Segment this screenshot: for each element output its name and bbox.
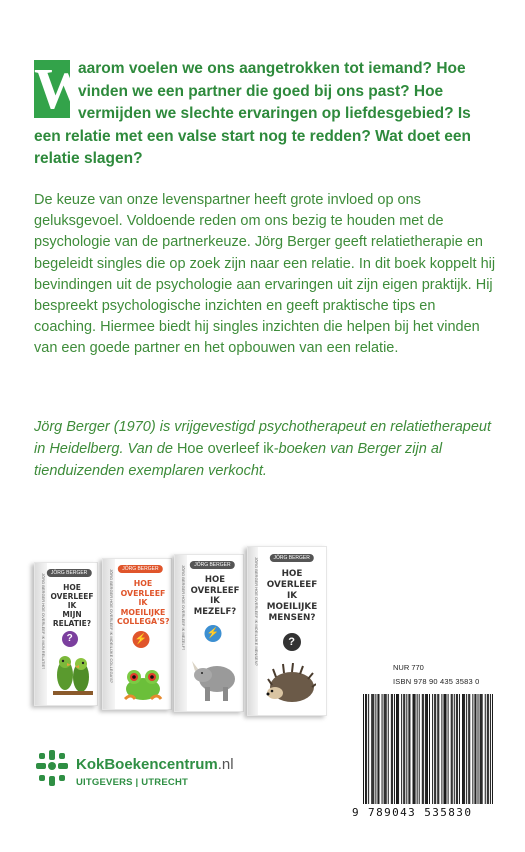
barcode-bar	[392, 694, 393, 804]
author-pill: JÖRG BERGER	[190, 561, 234, 569]
barcode-bar	[454, 694, 455, 804]
barcode-bar	[468, 694, 469, 804]
barcode-bar	[475, 694, 476, 804]
barcode-bar	[464, 694, 465, 804]
barcode-bar	[415, 694, 416, 804]
speech-bubble-icon: ⚡	[205, 625, 222, 642]
barcode-bar	[368, 694, 369, 804]
barcode-bar	[398, 694, 399, 804]
bio-series-name: Hoe overleef ik	[176, 441, 274, 457]
barcode-bar	[414, 694, 415, 804]
barcode-bar	[391, 694, 392, 804]
frog-illustration	[121, 665, 165, 703]
barcode-bar	[437, 694, 438, 804]
book-spine-text: JÖRG BERGER HOE OVERLEEF IK MIJN RELATIE?	[41, 573, 46, 670]
barcode-digits: 9 789043 535830	[352, 806, 473, 819]
barcode-bar	[386, 694, 387, 804]
barcode-bar	[397, 694, 398, 804]
intro-paragraph	[34, 58, 494, 171]
barcode-bar	[384, 694, 385, 804]
barcode-bar	[462, 694, 463, 804]
barcode-bar	[448, 694, 449, 804]
barcode-bar	[417, 694, 418, 804]
publisher-mark-icon	[34, 748, 70, 788]
barcode-bar	[480, 694, 481, 804]
barcode-bar	[425, 694, 426, 804]
nur-code: NUR 770	[393, 663, 424, 672]
hedgehog-illustration	[266, 663, 316, 705]
barcode-bar	[373, 694, 374, 804]
barcode-bar	[406, 694, 407, 804]
barcode-bar	[419, 694, 420, 804]
barcode-bar	[478, 694, 479, 804]
barcode-bar	[372, 694, 373, 804]
blurb-paragraph: De keuze van onze levenspartner heeft grote invloed op ons geluksgevoel. Voldoende reden om ons bezig te houden met de psychologie van de partnerkeuze. Jörg Berger geeft relatietherapie en begeleidt singles die op zoek zijn naar een relatie. In dit boek koppelt hij bevindingen uit de psychologie aan ervaringen uit zijn eigen praktijk. Hij bespreekt psychologische inzichten en geeft praktische tips en coaching. Hiermee biedt hij singles inzichten die helpen bij het vinden van een goede partner en het opbouwen van een relatie.	[34, 192, 496, 357]
barcode-bar	[490, 694, 491, 804]
barcode-bar	[481, 694, 482, 804]
book-cover-mezelf	[174, 554, 244, 712]
barcode-bar	[457, 694, 458, 804]
barcode-bar	[492, 694, 493, 804]
barcode-bar	[382, 694, 383, 804]
barcode-bar	[463, 694, 464, 804]
barcode-bar	[469, 694, 470, 804]
speech-bubble-icon: ?	[62, 631, 78, 647]
barcode-bar	[404, 694, 405, 804]
book-spine-text: JÖRG BERGER HOE OVERLEEF IK MOEILIJKE COLLEGA'S?	[109, 569, 114, 683]
bio-text-1: Jörg Berger (1970) is vrijgevestigd psychotherapeut en relatietherapeut in Heidelberg. Van de	[34, 419, 492, 457]
bio-text-2: -boeken van Berger zijn al tienduizenden exemplaren verkocht.	[34, 441, 443, 479]
rhino-illustration	[191, 651, 239, 703]
parrots-illustration	[53, 653, 93, 701]
barcode-bar	[445, 694, 446, 804]
publisher-logo	[34, 746, 254, 796]
book-spine-text: JÖRG BERGER HOE OVERLEEF IK MEZELF?	[181, 565, 186, 651]
book-title: HOE OVERLEEF IK MOEILIJKE COLLEGA'S?	[117, 579, 170, 626]
barcode-graphic	[363, 694, 493, 804]
barcode-bar	[409, 694, 410, 804]
barcode-bar	[482, 694, 483, 804]
barcode-bar	[488, 694, 489, 804]
barcode-bar	[429, 694, 430, 804]
book-title: HOE OVERLEEF IK MEZELF?	[190, 575, 240, 617]
barcode-bar	[385, 694, 386, 804]
barcode-bar	[365, 694, 366, 804]
book-title: HOE OVERLEEF IK MIJN RELATIE?	[50, 583, 94, 628]
book-cover-collegas	[102, 558, 172, 710]
barcode-bar	[396, 694, 397, 804]
author-pill: JÖRG BERGER	[118, 565, 162, 573]
barcode-bar	[366, 694, 367, 804]
publisher-name: KokBoekencentrum.nl	[76, 756, 234, 773]
barcode-bar	[394, 694, 395, 804]
barcode-bar	[452, 694, 453, 804]
barcode-bar	[388, 694, 389, 804]
barcode-bar	[371, 694, 372, 804]
barcode-bar	[422, 694, 423, 804]
barcode-bar	[466, 694, 467, 804]
isbn-number: ISBN 978 90 435 3583 0	[393, 677, 480, 686]
book-cover-mensen	[247, 546, 327, 716]
barcode-bar	[378, 694, 379, 804]
barcode-bar	[401, 694, 402, 804]
author-pill: JÖRG BERGER	[269, 554, 313, 562]
barcode-bar	[426, 694, 427, 804]
barcode-bar	[434, 694, 435, 804]
barcode-bar	[363, 694, 364, 804]
barcode-bar	[413, 694, 414, 804]
speech-bubble-icon: ⚡	[133, 631, 150, 648]
book-cover-relatie	[34, 562, 98, 706]
barcode-bar	[432, 694, 433, 804]
barcode-bar	[375, 694, 376, 804]
author-pill: JÖRG BERGER	[47, 569, 91, 577]
barcode-bar	[377, 694, 378, 804]
intro-text: aarom voelen we ons aangetrokken tot iemand? Hoe vinden we een partner die goed bij ons past? Hoe vermijden we slechte ervaringen op liefdesgebied? Is een relatie met een valse start nog te redden? Wat doet een relatie slagen?	[34, 60, 471, 167]
barcode-bar	[472, 694, 473, 804]
barcode-bar	[459, 694, 460, 804]
barcode-bar	[441, 694, 442, 804]
barcode-bar	[443, 694, 444, 804]
publisher-subtitle: UITGEVERS | UTRECHT	[76, 777, 189, 788]
book-title: HOE OVERLEEF IK MOEILIJKE MENSEN?	[266, 569, 318, 623]
barcode-bar	[403, 694, 404, 804]
barcode-bar	[451, 694, 452, 804]
barcode-bar	[438, 694, 439, 804]
barcode-bar	[456, 694, 457, 804]
barcode-bar	[474, 694, 475, 804]
author-bio	[34, 416, 496, 482]
barcode-bar	[485, 694, 486, 804]
barcode-bar	[487, 694, 488, 804]
speech-bubble-icon: ?	[283, 633, 301, 651]
barcode-bar	[427, 694, 428, 804]
book-spine-text: JÖRG BERGER HOE OVERLEEF IK MOEILIJKE MENSEN?	[254, 557, 259, 666]
barcode-bar	[435, 694, 436, 804]
barcode-bar	[446, 694, 447, 804]
barcode-bar	[408, 694, 409, 804]
drop-cap: W	[34, 56, 92, 121]
barcode-bar	[423, 694, 424, 804]
